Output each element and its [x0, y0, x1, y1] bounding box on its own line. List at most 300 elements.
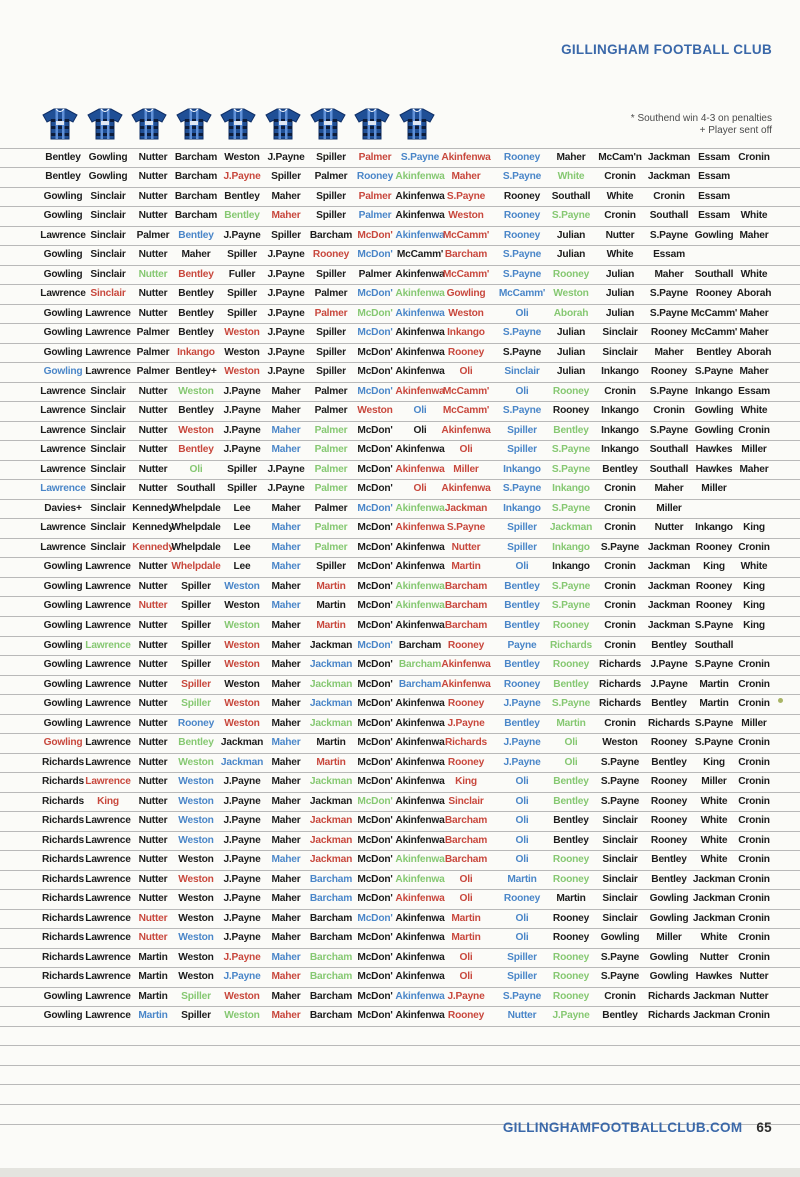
player-name: Cronin [738, 893, 770, 905]
player-name: Weston [224, 717, 260, 729]
player-name: Lawrence [85, 776, 131, 788]
player-name: Bentley [178, 288, 214, 300]
player-name: Maher [451, 171, 481, 183]
player-name: Maher [271, 190, 301, 202]
player-name: Essam [698, 190, 730, 202]
player-name: J.Payne [650, 659, 688, 671]
player-name: S.Payne [600, 541, 640, 553]
player-name: Maher [271, 639, 301, 651]
player-name: McDon' [357, 619, 393, 631]
player-name: Jackman [647, 561, 691, 573]
player-name: Whelpdale [171, 522, 221, 534]
player-name: Jackman [692, 873, 736, 885]
player-name: Barcham [309, 990, 353, 1002]
player-name: Essam [698, 171, 730, 183]
table-row [0, 616, 800, 636]
player-name: Akinfenwa [395, 268, 445, 280]
player-name: Spiller [316, 268, 346, 280]
player-name: Oli [515, 776, 529, 788]
player-name: Bentley+ [175, 366, 217, 378]
player-name: Cronin [604, 502, 636, 514]
player-name: Jackman [647, 151, 691, 163]
player-name: Cronin [738, 678, 770, 690]
player-name: Cronin [604, 990, 636, 1002]
player-name: McDon' [357, 932, 393, 944]
player-name: Bentley [178, 737, 214, 749]
player-name: Barcham [309, 912, 353, 924]
player-name: McDon' [357, 912, 393, 924]
player-name: McCamm' [396, 249, 444, 261]
table-row [0, 343, 800, 363]
player-name: Southall [649, 210, 689, 222]
player-name: Rooney [552, 971, 590, 983]
player-name: Akinfenwa [441, 659, 491, 671]
player-name: Maher [271, 522, 301, 534]
player-name: Cronin [604, 210, 636, 222]
table-row [0, 187, 800, 207]
player-name: McDon' [357, 522, 393, 534]
player-name: Jackman [309, 795, 353, 807]
row-divider [0, 1026, 800, 1027]
player-name: S.Payne [600, 971, 640, 983]
player-name: Palmer [314, 444, 348, 456]
player-name: Cronin [604, 619, 636, 631]
player-name: Martin [138, 951, 168, 963]
player-name: Richards [599, 659, 641, 671]
player-name: Sinclair [504, 366, 540, 378]
player-name: Spiller [507, 522, 537, 534]
player-name: Lawrence [85, 971, 131, 983]
player-name: Spiller [316, 366, 346, 378]
player-name: Gowling [43, 678, 83, 690]
table-row [0, 596, 800, 616]
player-name: Inkango [503, 502, 541, 514]
player-name: Maher [271, 815, 301, 827]
player-name: McDon' [357, 385, 393, 397]
player-name: Maher [271, 737, 301, 749]
player-name: Akinfenwa [395, 619, 445, 631]
player-name: Richards [42, 932, 84, 944]
player-name: Palmer [314, 502, 348, 514]
player-name: Sinclair [90, 288, 126, 300]
player-name: Oli [515, 834, 529, 846]
player-name: Gowling [43, 190, 83, 202]
player-name: Barcham [174, 190, 218, 202]
player-name: McDon' [357, 561, 393, 573]
player-name: Lee [233, 541, 251, 553]
table-row [0, 440, 800, 460]
player-name: Maher [271, 990, 301, 1002]
player-name: Miller [453, 463, 479, 475]
player-name: Akinfenwa [395, 1010, 445, 1022]
player-name: Cronin [738, 659, 770, 671]
table-row [0, 655, 800, 675]
player-name: Oli [189, 463, 203, 475]
player-name: Maher [271, 912, 301, 924]
player-name: White [700, 815, 728, 827]
player-name: Barcham [174, 171, 218, 183]
player-name: Bentley [178, 405, 214, 417]
player-name: Lawrence [85, 327, 131, 339]
table-row [0, 518, 800, 538]
player-name: Cronin [653, 190, 685, 202]
player-name: Spiller [507, 951, 537, 963]
player-name: Rooney [503, 678, 541, 690]
table-row [0, 636, 800, 656]
player-name: Maher [181, 249, 211, 261]
player-name: Rooney [650, 776, 688, 788]
player-name: Palmer [314, 463, 348, 475]
player-name: Bentley [696, 346, 732, 358]
player-name: Gowling [43, 717, 83, 729]
player-name: McCamm' [690, 327, 738, 339]
player-name: Lawrence [85, 698, 131, 710]
player-name: Jackman [309, 678, 353, 690]
player-name: Richards [42, 776, 84, 788]
player-name: Essam [698, 151, 730, 163]
player-name: Bentley [45, 151, 81, 163]
player-name: Akinfenwa [395, 776, 445, 788]
player-name: Cronin [738, 756, 770, 768]
player-name: J.Payne [503, 756, 541, 768]
player-name: Martin [699, 698, 729, 710]
player-name: Akinfenwa [441, 424, 491, 436]
player-name: Maher [271, 580, 301, 592]
player-name: Rooney [552, 873, 590, 885]
player-name: Akinfenwa [395, 288, 445, 300]
player-name: Spiller [181, 1010, 211, 1022]
player-name: Akinfenwa [395, 951, 445, 963]
player-name: Palmer [358, 190, 392, 202]
player-name: Oli [515, 561, 529, 573]
player-name: McDon' [357, 424, 393, 436]
player-name: Nutter [138, 288, 168, 300]
player-name: Lawrence [85, 834, 131, 846]
player-name: Sinclair [90, 541, 126, 553]
player-name: Jackman [309, 698, 353, 710]
player-name: Maher [271, 619, 301, 631]
player-name: Nutter [138, 171, 168, 183]
player-name: Bentley [178, 307, 214, 319]
player-name: J.Payne [503, 737, 541, 749]
player-name: McDon' [357, 737, 393, 749]
sent-off-note: + Player sent off [699, 125, 772, 136]
player-name: Jackman [309, 854, 353, 866]
player-name: Inkango [503, 463, 541, 475]
player-name: Nutter [138, 854, 168, 866]
player-name: Nutter [138, 600, 168, 612]
player-name: White [700, 854, 728, 866]
player-name: Weston [178, 795, 214, 807]
player-name: McDon' [357, 659, 393, 671]
player-name: Gowling [43, 268, 83, 280]
player-name: Cronin [738, 854, 770, 866]
player-name: Cronin [738, 951, 770, 963]
player-name: Bentley [602, 463, 638, 475]
player-name: Richards [42, 815, 84, 827]
player-name: Barcham [444, 854, 488, 866]
player-name: Lawrence [85, 737, 131, 749]
player-name: S.Payne [649, 424, 689, 436]
player-name: McDon' [357, 327, 393, 339]
player-name: King [703, 561, 725, 573]
player-name: Julian [605, 307, 635, 319]
player-name: Weston [224, 698, 260, 710]
player-name: Miller [656, 502, 682, 514]
table-row [0, 304, 800, 324]
player-name: Maher [271, 854, 301, 866]
player-name: Sinclair [90, 229, 126, 241]
player-name: Richards [648, 990, 690, 1002]
player-name: Bentley [651, 698, 687, 710]
table-row [0, 245, 800, 265]
player-name: Lawrence [40, 229, 86, 241]
table-row [0, 675, 800, 695]
player-name: Rooney [447, 639, 485, 651]
player-name: J.Payne [223, 873, 261, 885]
player-name: Gowling [43, 639, 83, 651]
player-name: Bentley [651, 756, 687, 768]
table-row [0, 987, 800, 1007]
player-name: S.Payne [551, 463, 591, 475]
player-name: Julian [605, 288, 635, 300]
player-name: Palmer [314, 541, 348, 553]
player-name: Southall [649, 463, 689, 475]
penalties-note: * Southend win 4-3 on penalties [630, 113, 772, 124]
player-name: Martin [138, 1010, 168, 1022]
player-name: Lawrence [40, 424, 86, 436]
player-name: Akinfenwa [395, 795, 445, 807]
player-name: Gowling [694, 405, 734, 417]
player-name: Gowling [649, 971, 689, 983]
player-name: S.Payne [694, 717, 734, 729]
player-name: White [557, 171, 585, 183]
player-name: Maher [271, 424, 301, 436]
player-name: Martin [451, 912, 481, 924]
player-name: Martin [451, 932, 481, 944]
player-name: Sinclair [90, 385, 126, 397]
player-name: Akinfenwa [395, 580, 445, 592]
player-name: Akinfenwa [395, 698, 445, 710]
player-name: Barcham [309, 951, 353, 963]
player-name: Inkango [601, 444, 639, 456]
player-name: Rooney [552, 912, 590, 924]
player-name: Palmer [314, 171, 348, 183]
player-name: McCam'n [598, 151, 642, 163]
player-name: Barcham [309, 873, 353, 885]
player-name: Akinfenwa [395, 229, 445, 241]
player-name: Lawrence [85, 346, 131, 358]
player-name: Maher [271, 834, 301, 846]
player-name: Barcham [444, 580, 488, 592]
player-name: Maher [271, 951, 301, 963]
player-name: J.Payne [552, 1010, 590, 1022]
player-name: Cronin [604, 600, 636, 612]
player-name: Jackman [309, 639, 353, 651]
player-name: S.Payne [446, 190, 486, 202]
player-name: Rooney [650, 834, 688, 846]
player-name: Rooney [503, 151, 541, 163]
player-name: McDon' [357, 580, 393, 592]
player-name: Nutter [138, 776, 168, 788]
footer-url: GILLINGHAMFOOTBALLCLUB.COM [502, 1120, 743, 1135]
player-name: Spiller [181, 619, 211, 631]
player-name: Weston [178, 854, 214, 866]
player-name: Lawrence [40, 385, 86, 397]
player-name: Maher [271, 756, 301, 768]
player-name: Barcham [309, 893, 353, 905]
player-name: Gowling [43, 561, 83, 573]
player-name: Spiller [507, 444, 537, 456]
player-name: Bentley [504, 600, 540, 612]
player-name: Nutter [138, 424, 168, 436]
player-name: Rooney [552, 619, 590, 631]
player-name: Lee [233, 561, 251, 573]
player-name: Gowling [43, 990, 83, 1002]
player-name: Maher [654, 483, 684, 495]
player-name: Spiller [181, 639, 211, 651]
player-name: Bentley [224, 210, 260, 222]
player-name: Martin [699, 678, 729, 690]
player-name: Nutter [507, 1010, 537, 1022]
player-name: Nutter [138, 561, 168, 573]
player-name: Akinfenwa [441, 151, 491, 163]
player-name: Sinclair [90, 483, 126, 495]
player-name: J.Payne [267, 151, 305, 163]
player-name: Inkango [447, 327, 485, 339]
player-name: McDon' [357, 541, 393, 553]
player-name: Gowling [88, 151, 128, 163]
table-row [0, 206, 800, 226]
player-name: Nutter [451, 541, 481, 553]
player-name: Rooney [695, 541, 733, 553]
player-name: Akinfenwa [395, 502, 445, 514]
player-name: Weston [178, 756, 214, 768]
player-name: Weston [224, 659, 260, 671]
player-name: Lawrence [85, 580, 131, 592]
player-name: Sinclair [90, 502, 126, 514]
player-name: Barcham [398, 639, 442, 651]
player-name: Richards [550, 639, 592, 651]
player-name: Lawrence [40, 444, 86, 456]
player-name: Weston [357, 405, 393, 417]
player-name: Cronin [738, 698, 770, 710]
player-name: Essam [698, 210, 730, 222]
player-name: Nutter [654, 522, 684, 534]
player-name: Cronin [738, 873, 770, 885]
table-row [0, 479, 800, 499]
player-name: Sinclair [602, 327, 638, 339]
player-name: Maher [271, 932, 301, 944]
player-name: Cronin [604, 639, 636, 651]
player-name: Southall [694, 639, 734, 651]
player-name: Cronin [738, 424, 770, 436]
player-name: Nutter [138, 912, 168, 924]
table-row [0, 421, 800, 441]
player-name: Martin [138, 990, 168, 1002]
player-name: Jackman [692, 990, 736, 1002]
player-name: Akinfenwa [395, 307, 445, 319]
player-name: Aborah [736, 346, 772, 358]
player-name: S.Payne [502, 171, 542, 183]
player-name: Maher [271, 659, 301, 671]
player-name: King [455, 776, 477, 788]
player-name: Barcham [309, 229, 353, 241]
player-name: Barcham [444, 600, 488, 612]
player-name: Maher [739, 229, 769, 241]
player-name: Martin [556, 717, 586, 729]
player-name: Martin [316, 756, 346, 768]
table-row [0, 499, 800, 519]
player-name: Akinfenwa [395, 893, 445, 905]
player-name: Rooney [552, 951, 590, 963]
player-name: Gowling [43, 659, 83, 671]
player-name: Barcham [174, 151, 218, 163]
player-name: Lawrence [85, 307, 131, 319]
player-name: Miller [741, 717, 767, 729]
player-name: Sinclair [448, 795, 484, 807]
table-row [0, 460, 800, 480]
player-name: J.Payne [223, 424, 261, 436]
player-name: Barcham [174, 210, 218, 222]
player-name: McDon' [357, 776, 393, 788]
player-name: Rooney [503, 190, 541, 202]
player-name: Richards [42, 795, 84, 807]
player-name: J.Payne [447, 717, 485, 729]
player-name: Oli [459, 366, 473, 378]
player-name: Bentley [651, 854, 687, 866]
player-name: White [700, 795, 728, 807]
player-name: Weston [224, 639, 260, 651]
player-name: White [700, 834, 728, 846]
player-name: S.Payne [502, 327, 542, 339]
player-name: Cronin [738, 151, 770, 163]
player-name: S.Payne [694, 619, 734, 631]
player-name: Rooney [552, 990, 590, 1002]
player-name: McDon' [357, 463, 393, 475]
player-name: Davies+ [44, 502, 82, 514]
player-name: Jackman [220, 756, 264, 768]
table-row [0, 870, 800, 890]
player-name: Nutter [138, 483, 168, 495]
player-name: S.Payne [502, 405, 542, 417]
player-name: King [97, 795, 119, 807]
player-name: Spiller [181, 698, 211, 710]
player-name: Inkango [695, 385, 733, 397]
player-name: Barcham [309, 932, 353, 944]
player-name: S.Payne [600, 776, 640, 788]
player-name: Cronin [604, 522, 636, 534]
player-name: Julian [605, 268, 635, 280]
player-name: Nutter [138, 795, 168, 807]
player-name: Nutter [138, 678, 168, 690]
player-name: Gowling [649, 951, 689, 963]
player-name: Weston [178, 424, 214, 436]
player-name: Richards [42, 951, 84, 963]
table-row [0, 753, 800, 773]
player-name: McDon' [357, 288, 393, 300]
table-row [0, 889, 800, 909]
player-name: Richards [42, 971, 84, 983]
player-name: Rooney [447, 1010, 485, 1022]
player-name: Essam [738, 385, 770, 397]
player-name: Jackman [647, 600, 691, 612]
player-name: Bentley [553, 834, 589, 846]
player-name: Maher [654, 268, 684, 280]
player-name: Cronin [653, 405, 685, 417]
player-name: Nutter [138, 698, 168, 710]
table-row [0, 831, 800, 851]
